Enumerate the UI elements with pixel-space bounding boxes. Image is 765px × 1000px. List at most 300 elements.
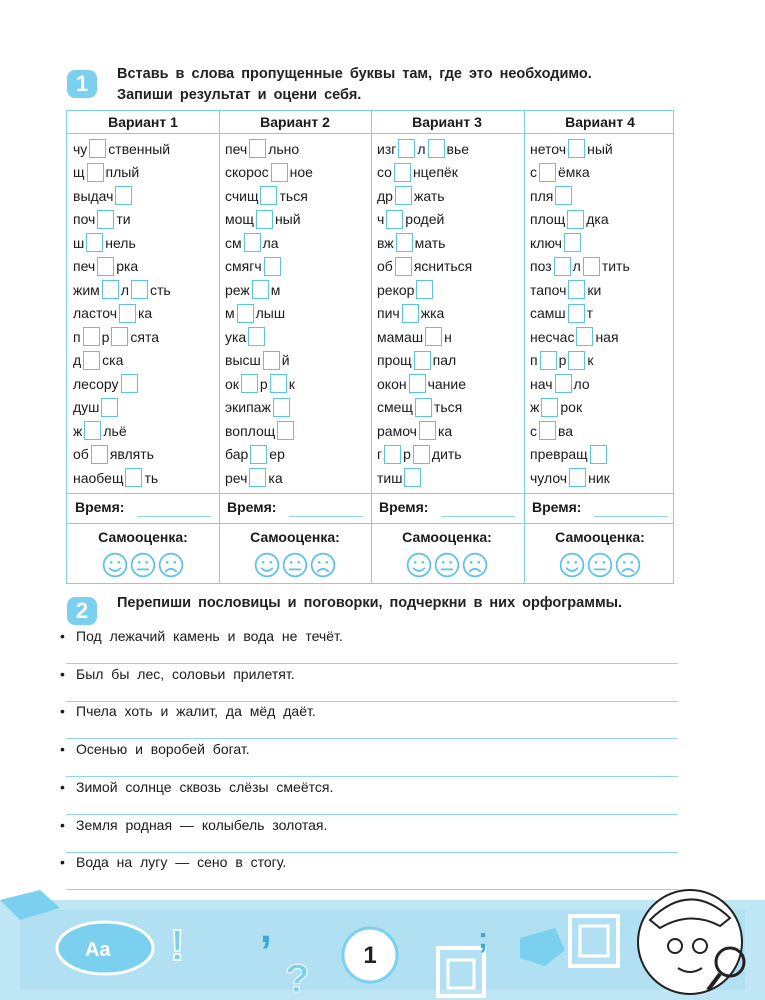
word-item: [225, 372, 371, 396]
word-fragment: мамаш: [377, 328, 424, 345]
proverb-item: [60, 703, 680, 719]
word-fragment: ная: [595, 328, 619, 345]
word-fragment: ясниться: [413, 258, 473, 275]
word-fragment: рка: [116, 258, 139, 275]
word-item: [73, 372, 219, 396]
word-fragment: чу: [73, 140, 88, 157]
happy-face-icon[interactable]: [102, 552, 128, 578]
word-item: [377, 396, 523, 420]
word-item: [377, 349, 523, 373]
letter-box[interactable]: [415, 398, 432, 417]
word-fragment: поч: [73, 211, 96, 228]
word-fragment: к: [587, 352, 594, 369]
word-list: [377, 137, 523, 490]
writing-line[interactable]: [66, 814, 678, 815]
word-item: [73, 302, 219, 326]
letter-box[interactable]: [555, 186, 572, 205]
word-fragment: со: [377, 164, 392, 181]
word-fragment: п: [73, 328, 81, 345]
letter-box[interactable]: [270, 374, 287, 393]
word-fragment: ёмка: [558, 164, 590, 181]
word-item: [377, 372, 523, 396]
variant-column-3: [371, 111, 523, 583]
word-fragment: ер: [269, 446, 285, 463]
word-item: [377, 278, 523, 302]
word-item: [377, 208, 523, 232]
letter-box[interactable]: [260, 186, 277, 205]
letter-box[interactable]: [237, 304, 254, 323]
bullet-icon: •: [60, 665, 65, 682]
word-fragment: мать: [414, 234, 446, 251]
word-fragment: печ: [225, 140, 248, 157]
letter-box[interactable]: [83, 351, 100, 370]
word-fragment: м: [225, 305, 235, 322]
letter-box[interactable]: [250, 445, 267, 464]
word-fragment: ласточ: [73, 305, 117, 322]
neutral-face-icon[interactable]: [282, 552, 308, 578]
letter-box[interactable]: [125, 468, 142, 487]
letter-box[interactable]: [83, 327, 100, 346]
letter-box[interactable]: [568, 139, 585, 158]
word-fragment: родей: [405, 211, 445, 228]
proverb-text: Пчела хоть и жалит, да мёд даёт.: [76, 703, 316, 720]
word-fragment: льё: [103, 422, 127, 439]
letter-box[interactable]: [115, 186, 132, 205]
word-item: [225, 302, 371, 326]
word-fragment: сть: [149, 281, 171, 298]
word-item: [225, 255, 371, 279]
word-fragment: неточ: [530, 140, 567, 157]
word-fragment: вье: [446, 140, 470, 157]
sad-face-icon[interactable]: [310, 552, 336, 578]
letter-box[interactable]: [121, 374, 138, 393]
letter-box[interactable]: [249, 139, 266, 158]
word-fragment: с: [530, 422, 537, 439]
letter-box[interactable]: [539, 421, 556, 440]
word-item: [225, 349, 371, 373]
letter-box[interactable]: [404, 468, 421, 487]
letter-box[interactable]: [386, 210, 403, 229]
sad-face-icon[interactable]: [615, 552, 641, 578]
letter-box[interactable]: [249, 468, 266, 487]
word-fragment: ука: [225, 328, 247, 345]
word-item: [73, 396, 219, 420]
variant-title: Вариант 4: [565, 114, 635, 130]
word-fragment: см: [225, 234, 242, 251]
letter-box[interactable]: [428, 139, 445, 158]
letter-box[interactable]: [263, 351, 280, 370]
task-1-instruction: [117, 64, 592, 106]
word-item: [73, 349, 219, 373]
word-fragment: бар: [225, 446, 249, 463]
letter-box[interactable]: [539, 163, 556, 182]
word-fragment: ла: [262, 234, 279, 251]
word-fragment: высш: [225, 352, 261, 369]
word-item: [377, 184, 523, 208]
word-fragment: изг: [377, 140, 397, 157]
word-fragment: мощ: [225, 211, 254, 228]
sad-face-icon[interactable]: [462, 552, 488, 578]
word-item: [73, 137, 219, 161]
happy-face-icon[interactable]: [559, 552, 585, 578]
word-fragment: т: [586, 305, 594, 322]
word-item: [377, 231, 523, 255]
letter-box[interactable]: [567, 210, 584, 229]
bullet-icon: •: [60, 703, 65, 720]
word-item: [225, 161, 371, 185]
letter-box[interactable]: [569, 468, 586, 487]
letter-box[interactable]: [241, 374, 258, 393]
word-fragment: поз: [530, 258, 552, 275]
word-fragment: рок: [560, 399, 583, 416]
word-item: [225, 184, 371, 208]
letter-box[interactable]: [413, 445, 430, 464]
neutral-face-icon[interactable]: [130, 552, 156, 578]
word-item: [530, 396, 676, 420]
time-underline: [289, 516, 363, 517]
word-fragment: ж: [530, 399, 540, 416]
letter-box[interactable]: [111, 327, 128, 346]
word-fragment: жать: [413, 187, 445, 204]
letter-box[interactable]: [414, 351, 431, 370]
word-item: [73, 419, 219, 443]
word-fragment: вж: [377, 234, 394, 251]
word-list: [73, 137, 219, 490]
word-item: [530, 161, 676, 185]
word-fragment: скорос: [225, 164, 269, 181]
detective-boy-illustration: [638, 890, 744, 994]
word-item: [377, 466, 523, 490]
bullet-icon: •: [60, 778, 65, 795]
word-item: [377, 419, 523, 443]
word-fragment: пля: [530, 187, 554, 204]
word-item: [530, 302, 676, 326]
letter-box[interactable]: [264, 257, 281, 276]
letter-box[interactable]: [87, 163, 104, 182]
word-fragment: воплощ: [225, 422, 276, 439]
letter-box[interactable]: [101, 398, 118, 417]
word-fragment: являть: [109, 446, 154, 463]
word-fragment: ок: [225, 375, 239, 392]
word-item: [530, 137, 676, 161]
word-fragment: лесору: [73, 375, 119, 392]
word-fragment: др: [377, 187, 393, 204]
word-fragment: самш: [530, 305, 566, 322]
word-fragment: дка: [586, 211, 609, 228]
happy-face-icon[interactable]: [406, 552, 432, 578]
word-fragment: ное: [289, 164, 313, 181]
word-item: [530, 184, 676, 208]
word-fragment: ва: [558, 422, 574, 439]
word-fragment: ный: [587, 140, 613, 157]
word-fragment: ж: [73, 422, 83, 439]
self-assessment-label: Самооценка:: [555, 529, 645, 545]
word-fragment: лыш: [255, 305, 286, 322]
word-item: [225, 231, 371, 255]
letter-box[interactable]: [395, 257, 412, 276]
word-list: [225, 137, 371, 490]
word-fragment: реж: [225, 281, 250, 298]
question-icon: ?: [285, 957, 310, 1000]
proverb-item: [60, 779, 680, 795]
letter-box[interactable]: [540, 351, 557, 370]
neutral-face-icon[interactable]: [434, 552, 460, 578]
word-item: [73, 208, 219, 232]
task-2-instruction: Перепиши пословицы и поговорки, подчеркни в них орфограммы.: [117, 595, 623, 611]
letter-box[interactable]: [583, 257, 600, 276]
letter-box[interactable]: [541, 398, 558, 417]
word-item: [377, 255, 523, 279]
word-fragment: л: [120, 281, 129, 298]
self-assessment-smileys: [524, 552, 676, 583]
proverb-item: [60, 854, 680, 870]
time-underline: [137, 516, 211, 517]
comma-icon: ,: [260, 904, 272, 951]
time-label: Время:: [379, 499, 429, 515]
word-fragment: пич: [377, 305, 400, 322]
letter-box[interactable]: [131, 280, 148, 299]
letter-box[interactable]: [244, 233, 261, 252]
word-fragment: прощ: [377, 352, 412, 369]
letter-box[interactable]: [86, 233, 103, 252]
word-item: [225, 419, 371, 443]
word-fragment: ка: [137, 305, 153, 322]
proverb-item: [60, 666, 680, 682]
word-item: [530, 208, 676, 232]
time-field[interactable]: [227, 499, 363, 519]
neutral-face-icon[interactable]: [587, 552, 613, 578]
letter-box[interactable]: [119, 304, 136, 323]
word-item: [530, 278, 676, 302]
word-fragment: ключ: [530, 234, 562, 251]
word-fragment: г: [377, 446, 383, 463]
word-item: [530, 325, 676, 349]
word-fragment: нель: [105, 234, 136, 251]
word-item: [530, 419, 676, 443]
task-2-number: 2: [67, 597, 97, 625]
word-fragment: плый: [105, 164, 140, 181]
self-assessment-label: Самооценка:: [402, 529, 492, 545]
letter-box[interactable]: [576, 327, 593, 346]
word-fragment: тапоч: [530, 281, 567, 298]
word-fragment: ник: [588, 469, 610, 486]
word-fragment: м: [270, 281, 281, 298]
happy-face-icon[interactable]: [254, 552, 280, 578]
time-field[interactable]: [75, 499, 211, 519]
word-item: [530, 255, 676, 279]
variant-title: Вариант 1: [108, 114, 178, 130]
word-fragment: ться: [279, 187, 308, 204]
word-item: [530, 349, 676, 373]
word-item: [73, 466, 219, 490]
word-fragment: реч: [225, 469, 248, 486]
proverb-item: [60, 817, 680, 833]
letter-box[interactable]: [402, 304, 419, 323]
word-fragment: превращ: [530, 446, 588, 463]
bullet-icon: •: [60, 854, 65, 871]
letter-box[interactable]: [416, 280, 433, 299]
letter-box[interactable]: [252, 280, 269, 299]
letter-box[interactable]: [84, 421, 101, 440]
letter-box[interactable]: [394, 163, 411, 182]
word-fragment: ственный: [108, 140, 171, 157]
proverb-text: Земля родная — колыбель золотая.: [76, 816, 328, 833]
word-item: [377, 161, 523, 185]
time-underline: [441, 516, 515, 517]
word-fragment: счищ: [225, 187, 259, 204]
proverb-text: Осенью и воробей богат.: [76, 741, 250, 758]
word-fragment: несчас: [530, 328, 575, 345]
variant-column-4: [524, 111, 676, 583]
word-fragment: печ: [73, 258, 96, 275]
word-item: [530, 466, 676, 490]
word-item: [377, 325, 523, 349]
word-item: [377, 443, 523, 467]
proverb-text: Вода на лугу — сено в стогу.: [76, 854, 287, 871]
letter-box[interactable]: [248, 327, 265, 346]
word-fragment: смягч: [225, 258, 262, 275]
word-fragment: жим: [73, 281, 100, 298]
word-fragment: выдач: [73, 187, 114, 204]
word-fragment: ться: [433, 399, 463, 416]
writing-line[interactable]: [66, 852, 678, 853]
word-item: [225, 443, 371, 467]
aa-text: Aa: [85, 939, 111, 961]
word-fragment: тиш: [377, 469, 403, 486]
letter-box[interactable]: [555, 374, 572, 393]
task-1-instruction-line1: Вставь в слова пропущенные буквы там, где это необходимо.: [117, 66, 592, 82]
task-1-instruction-line2: Запиши результат и оцени себя.: [117, 87, 362, 103]
letter-box[interactable]: [419, 421, 436, 440]
word-fragment: ш: [73, 234, 85, 251]
letter-box[interactable]: [91, 445, 108, 464]
word-item: [225, 396, 371, 420]
time-label: Время:: [75, 499, 125, 515]
letter-box[interactable]: [568, 351, 585, 370]
word-fragment: ти: [116, 211, 131, 228]
variants-table: [66, 110, 674, 584]
word-fragment: ч: [377, 211, 385, 228]
word-fragment: нач: [530, 375, 553, 392]
word-item: [73, 231, 219, 255]
letter-box[interactable]: [271, 163, 288, 182]
variant-column-1: [67, 111, 219, 583]
word-fragment: смещ: [377, 399, 413, 416]
page-number: 1: [363, 942, 377, 969]
word-item: [73, 325, 219, 349]
word-list: [530, 137, 676, 490]
self-assessment-label: Самооценка:: [250, 529, 340, 545]
letter-box[interactable]: [97, 210, 114, 229]
word-fragment: к: [288, 375, 295, 392]
time-field[interactable]: [532, 499, 668, 519]
word-fragment: ка: [268, 469, 283, 486]
letter-box[interactable]: [568, 304, 585, 323]
writing-line[interactable]: [66, 738, 678, 739]
bullet-icon: •: [60, 741, 65, 758]
bullet-icon: •: [60, 628, 65, 644]
letter-box[interactable]: [409, 374, 426, 393]
self-assessment-label: Самооценка:: [98, 529, 188, 545]
writing-line[interactable]: [66, 701, 678, 702]
word-fragment: д: [73, 352, 82, 369]
word-fragment: л: [417, 140, 426, 157]
letter-box[interactable]: [256, 210, 273, 229]
proverb-text: Был бы лес, соловьи прилетят.: [76, 665, 295, 682]
word-fragment: р: [558, 352, 567, 369]
variant-column-2: [219, 111, 371, 583]
letter-box[interactable]: [554, 257, 571, 276]
word-fragment: н: [444, 328, 452, 345]
word-fragment: ска: [102, 352, 124, 369]
time-field[interactable]: [379, 499, 515, 519]
letter-box[interactable]: [564, 233, 581, 252]
word-fragment: й: [281, 352, 290, 369]
writing-line[interactable]: [66, 663, 678, 664]
variant-title: Вариант 2: [260, 114, 330, 130]
word-fragment: сята: [130, 328, 160, 345]
word-item: [377, 302, 523, 326]
word-fragment: л: [572, 258, 581, 275]
word-fragment: окон: [377, 375, 407, 392]
word-item: [73, 161, 219, 185]
time-label: Время:: [532, 499, 582, 515]
word-fragment: п: [530, 352, 538, 369]
letter-box[interactable]: [384, 445, 401, 464]
word-fragment: чулоч: [530, 469, 568, 486]
variant-title: Вариант 3: [412, 114, 482, 130]
word-item: [225, 278, 371, 302]
letter-box[interactable]: [568, 280, 585, 299]
word-item: [377, 137, 523, 161]
word-fragment: ть: [144, 469, 159, 486]
word-item: [225, 208, 371, 232]
letter-box[interactable]: [590, 445, 607, 464]
letter-box[interactable]: [425, 327, 442, 346]
letter-box[interactable]: [97, 257, 114, 276]
letter-box[interactable]: [102, 280, 119, 299]
word-fragment: р: [259, 375, 268, 392]
word-fragment: об: [73, 446, 89, 463]
self-assessment-smileys: [67, 552, 219, 583]
word-fragment: дить: [431, 446, 462, 463]
word-item: [73, 255, 219, 279]
task-1-number: 1: [67, 70, 97, 98]
bullet-icon: •: [60, 816, 65, 833]
proverb-text: Зимой солнце сквозь слёзы смеётся.: [76, 778, 334, 795]
sad-face-icon[interactable]: [158, 552, 184, 578]
word-fragment: ный: [274, 211, 301, 228]
word-fragment: площ: [530, 211, 566, 228]
word-item: [225, 137, 371, 161]
letter-box[interactable]: [273, 398, 290, 417]
letter-box[interactable]: [396, 233, 413, 252]
word-fragment: рамоч: [377, 422, 417, 439]
writing-line[interactable]: [66, 776, 678, 777]
letter-box[interactable]: [395, 186, 412, 205]
word-fragment: ки: [587, 281, 602, 298]
proverb-item: [60, 741, 680, 757]
letter-box[interactable]: [277, 421, 294, 440]
self-assessment-smileys: [371, 552, 523, 583]
word-fragment: рекор: [377, 281, 415, 298]
letter-box[interactable]: [398, 139, 415, 158]
word-fragment: р: [403, 446, 411, 463]
letter-box[interactable]: [89, 139, 106, 158]
word-fragment: наобещ: [73, 469, 124, 486]
word-fragment: ло: [573, 375, 590, 392]
word-item: [73, 443, 219, 467]
